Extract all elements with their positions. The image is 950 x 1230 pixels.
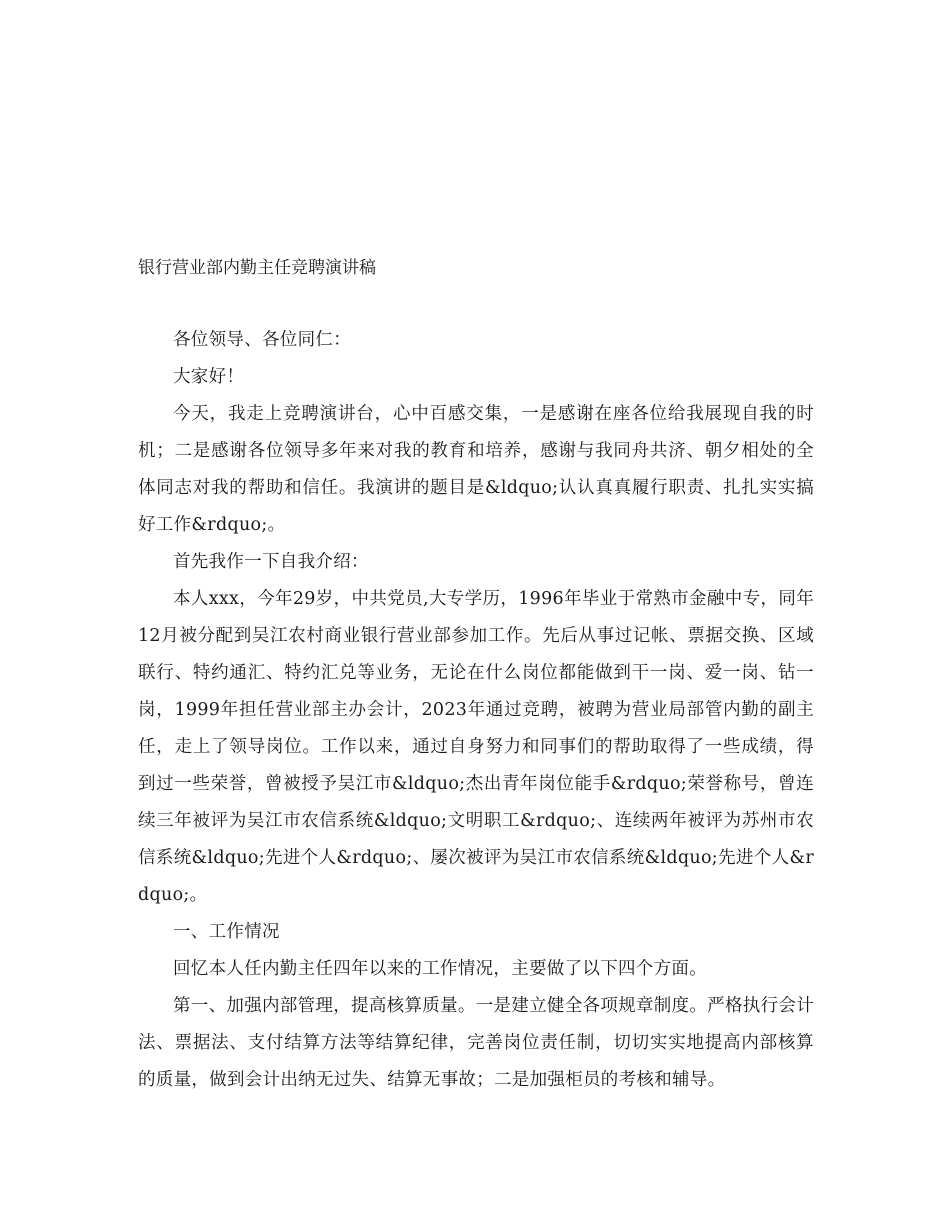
document-title: 银行营业部内勤主任竞聘演讲稿 xyxy=(138,258,376,278)
paragraph-work-point-one: 第一、加强内部管理，提高核算质量。一是建立健全各项规章制度。严格执行会计法、票据法、支付结算方法等结算纪律，完善岗位责任制，切切实实地提高内部核算的质量，做到会计出纳无过失、结算无事故；二是加强柜员的考核和辅导。 xyxy=(138,996,814,1090)
paragraph-intro-heading: 首先我作一下自我介绍： xyxy=(173,552,369,572)
section-heading-work: 一、工作情况 xyxy=(173,922,280,942)
paragraph-salutation: 各位领导、各位同仁： xyxy=(173,330,351,350)
paragraph-opening: 今天，我走上竞聘演讲台，心中百感交集，一是感谢在座各位给我展现自我的时机；二是感谢各位领导多年来对我的教育和培养，感谢与我同舟共济、朝夕相处的全体同志对我的帮助和信任。我演讲的题目是&ldquo;认认真真履行职责、扎扎实实搞好工作&rdquo;。 xyxy=(138,404,814,535)
paragraph-greeting: 大家好！ xyxy=(173,367,245,387)
paragraph-work-summary: 回忆本人任内勤主任四年以来的工作情况，主要做了以下四个方面。 xyxy=(173,959,707,979)
paragraph-self-introduction: 本人xxx，今年29岁，中共党员,大专学历，1996年毕业于常熟市金融中专，同年12月被分配到吴江农村商业银行营业部参加工作。先后从事过记帐、票据交换、区域联行、特约通汇、特约汇兑等业务，无论在什么岗位都能做到干一岗、爱一岗、钻一岗，1999年担任营业部主办会计，2023年通过竞聘，被聘为营业局部管内勤的副主任，走上了领导岗位。工作以来，通过自身努力和同事们的帮助取得了一些成绩，得到过一些荣誉，曾被授予吴江市&ldquo;杰出青年岗位能手&rdquo;荣誉称号，曾连续三年被评为吴江市农信系统&ldquo;文明职工&rdquo;、连续两年被评为苏州市农信系统&ldquo;先进个人&rdquo;、屡次被评为吴江市农信系统&ldquo;先进个人&rdquo;。 xyxy=(138,589,814,905)
document-body xyxy=(138,322,814,1099)
